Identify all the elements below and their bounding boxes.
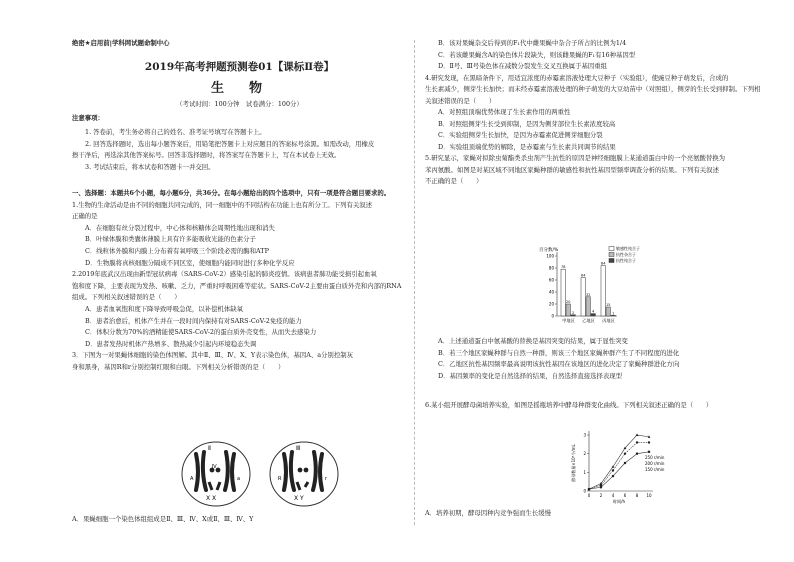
bar bbox=[571, 315, 575, 316]
q3-option-c: C．若该雌果蝇含A的染色体片段缺失，则该雌果蝇的F₁有16种基因型 bbox=[438, 50, 636, 59]
series-line bbox=[589, 442, 649, 489]
q5-stem: 不正确的是（ ） bbox=[425, 177, 483, 185]
bar bbox=[581, 278, 585, 316]
x-tick-label: 丙地区 bbox=[602, 318, 615, 323]
gene-label: r bbox=[325, 476, 328, 482]
y-tick-label: 0 bbox=[583, 488, 586, 494]
data-point bbox=[624, 462, 626, 464]
q5-option-c: C．乙地区抗性基因频率最高说明该抗性基因在该地区的进化决定了家蝇种群进化方向 bbox=[438, 360, 680, 369]
q3-stem: 3．下图为一对果蝇体细胞的染色体图解。其中Ⅱ、Ⅲ、Ⅳ、X、Y表示染色体，基因A、a分别控制灰 bbox=[72, 351, 353, 360]
q4-stem: 生长素减少，侧芽生长加快；而未经赤霉素溶液处理的种子萌发的大豆幼苗中（对照组），侧芽的生长受到抑制。下列相 bbox=[425, 85, 761, 93]
data-label: 4 bbox=[592, 309, 595, 314]
legend-label: 抗性杂合子 bbox=[616, 252, 636, 257]
data-label: 2 bbox=[572, 310, 575, 315]
chromosome-figure bbox=[176, 440, 346, 508]
subject-title: 生 物 bbox=[210, 81, 268, 96]
q3-option-b: B．该对果蝇杂交后得到的F₁代中雌果蝇中杂合子所占的比例为1/4 bbox=[438, 39, 627, 47]
bar bbox=[611, 315, 615, 316]
x-tick-label: 8 bbox=[635, 493, 639, 498]
notes-label: 注意事项： bbox=[72, 114, 104, 122]
data-label: 84 bbox=[601, 261, 606, 266]
q4-option-c: C．实验组侧芽生长加快，是因为赤霉素促进侧芽细胞分裂 bbox=[438, 131, 603, 139]
y-tick-label: 20 bbox=[548, 301, 554, 307]
data-point bbox=[636, 453, 638, 455]
header-note: 绝密★启用前|学科网试题命制中心 bbox=[72, 39, 170, 47]
sex-chrom-label: X X bbox=[206, 495, 217, 502]
data-label: 20 bbox=[566, 300, 571, 304]
data-point bbox=[648, 451, 650, 453]
data-point bbox=[588, 488, 590, 490]
y-tick-label: 0 bbox=[551, 313, 554, 319]
data-label: 64 bbox=[581, 273, 586, 278]
y-tick-label: 40 bbox=[548, 289, 554, 295]
x-tick-label: 0 bbox=[587, 493, 591, 498]
q5-option-a: A．上述通道蛋白中氨基酸的替换是基因突变的结果，属于显性突变 bbox=[438, 337, 628, 345]
legend-swatch bbox=[609, 253, 614, 257]
note-line: 2. 回答选择题时，选出每小题答案后，用铅笔把答题卡上对应题目的答案标号涂黑。如需改动，用橡皮 bbox=[85, 139, 375, 148]
data-label: 15 bbox=[606, 303, 611, 307]
q4-option-b: B．对照组侧芽生长受到抑制，是因为侧芽部位生长素浓度较高 bbox=[438, 119, 616, 128]
q1-stem: 正确的是 bbox=[72, 212, 98, 221]
legend-swatch bbox=[609, 259, 614, 263]
q5-option-d: D．基因频率的变化是自然选择的结果，自然选择直接选择表现型 bbox=[438, 371, 623, 380]
gene-label: A bbox=[190, 476, 194, 482]
right-questions bbox=[425, 38, 770, 188]
y-tick-label: 80 bbox=[548, 265, 554, 271]
q6-stem: 6.某小组开展酵母菌培养实验，如图是摇瓶培养中酵母种群变化曲线。下列相关叙述正确的是（ ） bbox=[425, 401, 713, 409]
q4-option-d: D．实验组顶端优势的解除，是赤霉素与生长素共同调节的结果 bbox=[438, 142, 616, 151]
x-tick-label: 10 bbox=[646, 493, 652, 498]
data-label: 78 bbox=[561, 265, 566, 270]
q2-stem: 2.2019年底武汉出现由新型冠状病毒（SARS-CoV-2）感染引起的肺炎疫情。该病患者肺功能受损引起血氧 bbox=[72, 270, 377, 279]
legend-label: 250 r/min bbox=[645, 455, 665, 460]
left-questions bbox=[72, 188, 407, 374]
note-line: 3. 考试结束后，将本试卷和答题卡一并交回。 bbox=[85, 162, 215, 171]
q1-option-b: B．叶绿体膜和类囊体薄膜上具有许多能吸收光能的色素分子 bbox=[85, 235, 256, 244]
q1-stem: 1.生物的生命活动是由不同的细胞共同完成的，同一细胞中的不同结构在功能上也有所分工。下列有关叙述 bbox=[72, 200, 373, 209]
column-divider bbox=[414, 40, 415, 525]
q2-option-c: C．体积分数为70%的酒精能使SARS-CoV-2的蛋白质外壳变性，从而失去感染力 bbox=[85, 328, 317, 337]
bar bbox=[606, 307, 610, 316]
bar bbox=[601, 266, 605, 316]
data-label: 32 bbox=[586, 292, 591, 297]
q5-stem: 5.研究显示，家蝇对拟除虫菊酯类杀虫剂产生抗性的原因是神经细胞膜上某通道蛋白中的一个亮氨酸替换为 bbox=[425, 154, 726, 162]
bar bbox=[566, 304, 570, 316]
data-point bbox=[612, 469, 614, 471]
y-axis-label: 百分数/% bbox=[539, 248, 559, 253]
legend-label: 200 r/min bbox=[645, 461, 665, 466]
q1-option-d: D．生物膜将真核细胞分隔成不同区室，使细胞内能同时进行多种化学反应 bbox=[85, 258, 295, 267]
q5-options bbox=[425, 336, 770, 382]
q2-stem: 组成。下列相关叙述错误的是（ ） bbox=[72, 293, 181, 302]
q1-option-c: C．线粒体外膜和内膜上分布着有氧呼吸三个阶段必需的酶和ATP bbox=[85, 246, 269, 255]
data-point bbox=[648, 441, 650, 443]
q3-stem: 身和黑身，基因R和r分别控制红眼和白眼。下列相关分析错误的是（ ） bbox=[72, 362, 285, 371]
x-tick-label: 6 bbox=[623, 493, 627, 498]
bar bbox=[586, 297, 590, 316]
data-point bbox=[612, 475, 614, 477]
data-point bbox=[636, 441, 638, 443]
y-tick-label: 2 bbox=[583, 451, 586, 457]
chrom-label: Ⅲ bbox=[296, 445, 301, 452]
legend-swatch bbox=[609, 247, 614, 251]
bar bbox=[561, 269, 565, 316]
q4-option-a: A．对照组顶端优势体现了生长素作用的两重性 bbox=[438, 108, 571, 116]
q5-stem: 苯丙氨酸。如图是对某区域不同地区家蝇种群的敏感性和抗性基因型频率调查分析的结果。下列有关叙述 bbox=[425, 165, 719, 174]
x-tick-label: 4 bbox=[611, 493, 615, 498]
note-line: 1. 答卷前，考生务必将自己的姓名、准考证号填写在答题卡上。 bbox=[85, 128, 266, 136]
genotype-frequency-chart bbox=[537, 244, 650, 332]
q2-stem: 饱和度下降，主要表现为发热、咳嗽、乏力，严重时呼吸困难等症状。SARS-CoV-2主要由蛋白质外壳和内部的RNA bbox=[72, 281, 402, 290]
q3-option-d: D．Ⅱ号、Ⅲ号染色体在减数分裂发生交叉互换属于基因重组 bbox=[438, 62, 608, 70]
gene-label: R bbox=[278, 476, 282, 482]
y-tick-label: 1 bbox=[583, 469, 586, 475]
y-axis-label: 酵母数量×10⁸个/mL bbox=[571, 444, 576, 482]
legend-label: 150 r/min bbox=[645, 467, 665, 472]
q4-stem: 关叙述错误的是（ ） bbox=[425, 96, 496, 105]
data-label: 1 bbox=[612, 311, 615, 316]
x-tick-label: 甲地区 bbox=[562, 318, 575, 323]
x-tick-label: 2 bbox=[599, 493, 603, 498]
q2-option-b: B．患者治愈后，机体产生并在一段时间内保持有对SARS-CoV-2免疫的能力 bbox=[85, 316, 302, 325]
q2-option-d: D．患者发热时机体产热增多、散热减少引起内环境稳态失调 bbox=[85, 339, 257, 348]
q2-option-a: A．患者血氧饱和度下降导致呼吸急促，以补偿机体缺氧 bbox=[85, 304, 243, 313]
y-tick-label: 60 bbox=[548, 277, 554, 283]
cell-male bbox=[270, 442, 338, 506]
data-point bbox=[636, 434, 639, 437]
sex-chrom-label: X Y bbox=[294, 495, 304, 502]
q4-stem: 4.研究发现，在黑暗条件下，用适宜浓度的赤霉素溶液处理大豆种子（实验组），使豌豆种子萌发后，合成的 bbox=[425, 73, 729, 82]
gene-label: a bbox=[237, 476, 241, 482]
cell-female bbox=[182, 442, 250, 506]
data-point bbox=[600, 486, 602, 488]
exam-info: （考试时间：100分钟 试卷满分：100分） bbox=[176, 100, 303, 108]
q3-option-a: A．果蝇细胞一个染色体组组成是Ⅱ、Ⅲ、Ⅳ、X或Ⅱ、Ⅲ、Ⅳ、Y bbox=[72, 515, 254, 523]
x-tick-label: 乙地区 bbox=[582, 318, 595, 323]
q5-option-b: B．若三个地区家蝇种群与自然一种群，则该三个地区家蝇种群产生了不同程度的进化 bbox=[438, 348, 680, 357]
section-heading: 一、选择题：本题共6个小题，每小题6分，共36分。在每小题给出的四个选项中，只有一项是符合题目要求的。 bbox=[72, 189, 391, 197]
notes-block bbox=[72, 127, 407, 173]
x-axis-label: 时间/h bbox=[612, 499, 626, 504]
chrom-label: Ⅳ bbox=[212, 464, 217, 470]
legend-label: 抗性纯合子 bbox=[616, 258, 636, 263]
bar bbox=[591, 314, 595, 316]
note-line: 擦干净后，再选涂其他答案标号。回答非选择题时，将答案写在答题卡上，写在本试卷上无效。 bbox=[72, 151, 341, 160]
q1-option-a: A．在细胞有丝分裂过程中，中心体和核糖体会周期性地出现和消失 bbox=[85, 223, 275, 232]
series-line bbox=[589, 435, 649, 489]
legend-label: 敏感性纯合子 bbox=[616, 246, 640, 251]
q6-option-a: A．培养初期，酵母因种内竞争强而生长缓慢 bbox=[425, 509, 552, 517]
data-point bbox=[624, 452, 626, 454]
y-tick-label: 3 bbox=[583, 432, 586, 438]
chrom-label: Ⅱ bbox=[208, 445, 211, 452]
y-tick-label: 100 bbox=[546, 253, 554, 259]
page-title: 2019年高考押题预测卷01【课标Ⅱ卷】 bbox=[144, 61, 335, 73]
yeast-growth-chart bbox=[567, 423, 682, 505]
